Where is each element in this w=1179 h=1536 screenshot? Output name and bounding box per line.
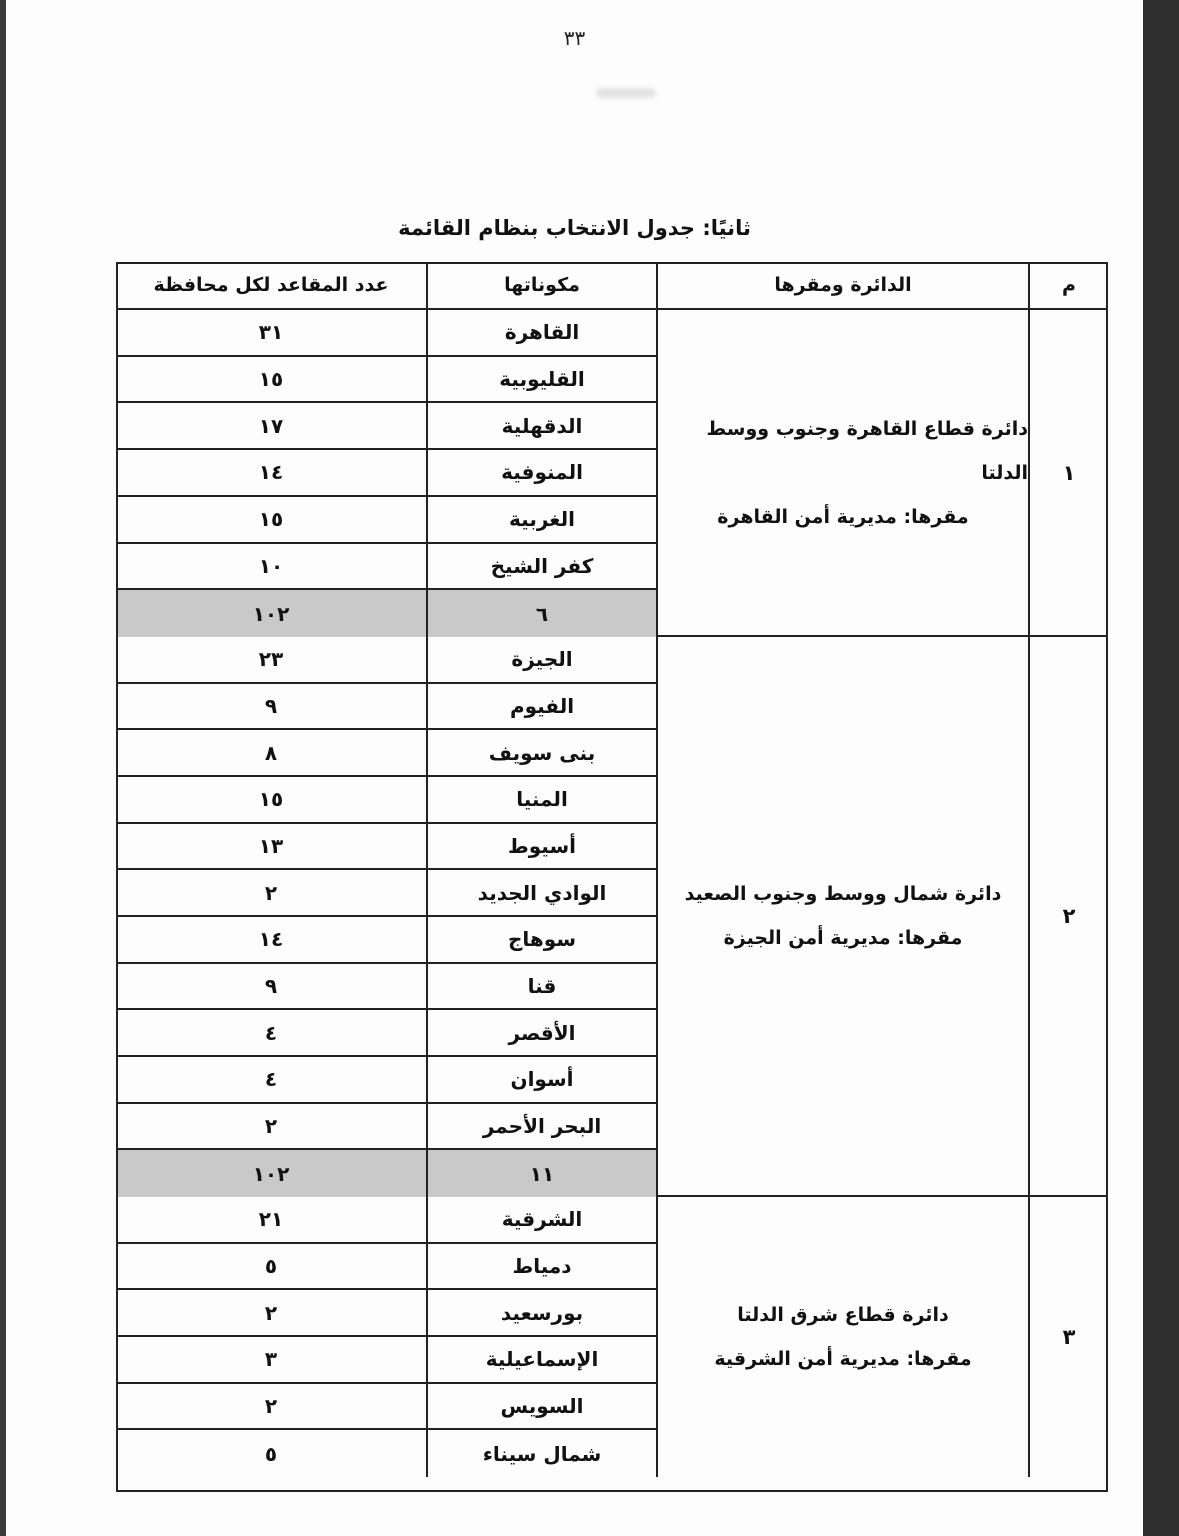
governorate-seats: ١٥ <box>116 497 426 544</box>
header-components: مكوناتها <box>426 262 656 310</box>
governorate-seats: ٩ <box>116 964 426 1011</box>
governorate-seats: ٥ <box>116 1244 426 1291</box>
governorate-seats: ٢١ <box>116 1197 426 1244</box>
governorate-seats: ٢ <box>116 1104 426 1151</box>
governorate-name: بورسعيد <box>426 1290 656 1337</box>
table-frame <box>116 262 1108 1492</box>
governorate-seats: ١٥ <box>116 777 426 824</box>
governorate-name: القاهرة <box>426 310 656 357</box>
governorate-seats: ٢٣ <box>116 637 426 684</box>
header-seats: عدد المقاعد لكل محافظة <box>116 262 426 310</box>
election-list-table <box>116 262 1108 1492</box>
governorate-seats: ٣ <box>116 1337 426 1384</box>
governorate-name: الفيوم <box>426 684 656 731</box>
total-seats: ١٠٢ <box>116 1150 426 1197</box>
governorate-seats: ١٤ <box>116 917 426 964</box>
governorate-name: شمال سيناء <box>426 1430 656 1477</box>
governorate-seats: ٩ <box>116 684 426 731</box>
total-seats: ١٠٢ <box>116 590 426 637</box>
scan-edge <box>1143 0 1179 1536</box>
governorate-name: المنيا <box>426 777 656 824</box>
governorate-seats: ١٤ <box>116 450 426 497</box>
governorate-name: المنوفية <box>426 450 656 497</box>
governorate-seats: ١٧ <box>116 403 426 450</box>
governorate-name: السويس <box>426 1384 656 1431</box>
district-headquarters: مقرها: مديرية أمن الجيزة <box>723 927 963 949</box>
district-number: ٣ <box>1028 1197 1108 1477</box>
district-name: دائرة قطاع شرق الدلتا <box>737 1304 949 1326</box>
governorate-name: أسيوط <box>426 824 656 871</box>
governorate-seats: ٣١ <box>116 310 426 357</box>
governorate-seats: ٨ <box>116 730 426 777</box>
governorate-seats: ٥ <box>264 1441 278 1466</box>
district-number: ٢ <box>1028 637 1108 1195</box>
governorate-name: الوادي الجديد <box>426 870 656 917</box>
governorate-name: دمياط <box>426 1244 656 1291</box>
document-page <box>6 0 1143 1536</box>
district-name: دائرة قطاع القاهرة وجنوب ووسط الدلتا <box>706 417 1028 484</box>
total-governorates: ١١ <box>426 1150 656 1197</box>
table-title: ثانيًا: جدول الانتخاب بنظام القائمة <box>398 216 751 240</box>
governorate-name: الغربية <box>426 497 656 544</box>
governorate-seats: ١٠ <box>116 544 426 591</box>
governorate-seats: ٤ <box>116 1010 426 1057</box>
district-name: دائرة شمال ووسط وجنوب الصعيد <box>684 883 1002 905</box>
governorate-name: القليوبية <box>426 357 656 404</box>
governorate-seats: ٤ <box>116 1057 426 1104</box>
governorate-name: البحر الأحمر <box>426 1104 656 1151</box>
header-district: الدائرة ومقرها <box>656 262 1028 310</box>
total-governorates: ٦ <box>426 590 656 637</box>
governorate-name: كفر الشيخ <box>426 544 656 591</box>
district-headquarters: مقرها: مديرية أمن القاهرة <box>717 505 969 528</box>
governorate-seats: ٢ <box>116 1290 426 1337</box>
scan-smudge <box>596 88 656 98</box>
governorate-seats: ٢ <box>116 1384 426 1431</box>
district-number: ١ <box>1028 310 1108 635</box>
governorate-seats: ٢ <box>116 870 426 917</box>
governorate-seats: ١٣ <box>116 824 426 871</box>
governorate-name: الجيزة <box>426 637 656 684</box>
header-num: م <box>1028 262 1108 310</box>
governorate-name: الدقهلية <box>426 403 656 450</box>
governorate-name: الأقصر <box>426 1010 656 1057</box>
governorate-name: الإسماعيلية <box>426 1337 656 1384</box>
governorate-name: الشرقية <box>426 1197 656 1244</box>
governorate-seats: ١٥ <box>116 357 426 404</box>
district-headquarters: مقرها: مديرية أمن الشرقية <box>714 1348 972 1370</box>
governorate-name: أسوان <box>426 1057 656 1104</box>
governorate-name: سوهاج <box>426 917 656 964</box>
page-number: ٣٣ <box>563 26 586 50</box>
governorate-name: قنا <box>426 964 656 1011</box>
governorate-name: بنى سويف <box>426 730 656 777</box>
